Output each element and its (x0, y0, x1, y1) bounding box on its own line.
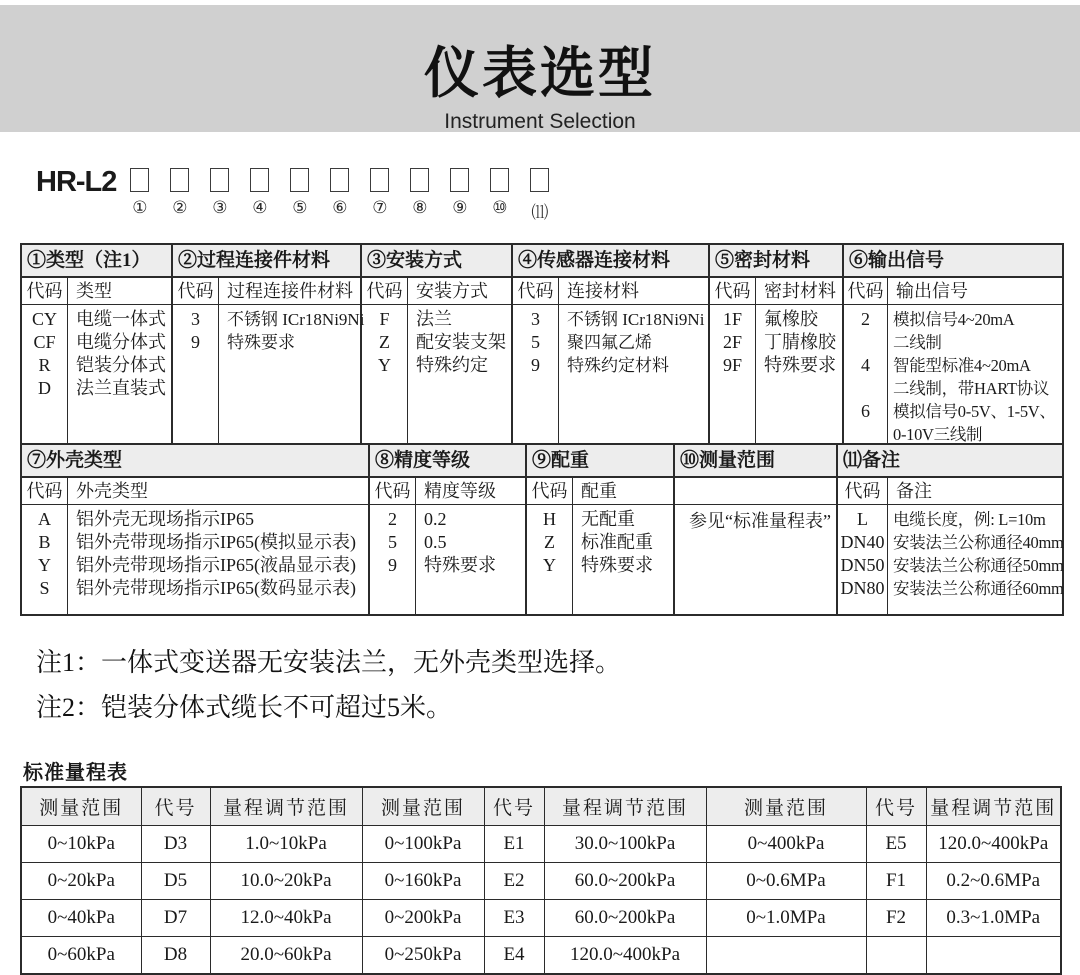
model-checkbox-7 (370, 168, 389, 192)
selection-table-upper-row (22, 245, 1062, 443)
column-header-code: 代码 (710, 278, 755, 305)
column-header-desc: 输出信号 (888, 278, 1062, 305)
range-col-header: 代号 (141, 787, 210, 826)
range-table-title: 标准量程表 (23, 762, 128, 784)
column-header-desc: 配重 (573, 478, 673, 505)
range-cell: 0~160kPa (362, 863, 484, 900)
code-cell: A (38, 509, 51, 529)
model-checkbox-4 (250, 168, 269, 192)
model-checkbox-3 (210, 168, 229, 192)
code-cell: 2 (388, 509, 397, 529)
code-cell: Y (378, 355, 391, 375)
code-cell: H (543, 509, 556, 529)
instrument-selection-table (20, 243, 1064, 616)
section-title: ⑦外壳类型 (22, 445, 368, 478)
column-header-desc: 备注 (888, 478, 1062, 505)
column-header-desc: 过程连接件材料 (219, 278, 360, 305)
position-number: ⑦ (372, 198, 388, 218)
position-number: ① (132, 198, 148, 218)
range-cell: D7 (141, 900, 210, 937)
range-col-header: 测量范围 (362, 787, 484, 826)
desc-cell: 特殊约定 (416, 355, 488, 375)
section-measuring-range (675, 445, 838, 614)
section-remarks (838, 445, 1062, 614)
model-checkbox-6 (330, 168, 349, 192)
section-mounting-method (362, 245, 513, 443)
desc-cell: 电缆长度，例: L=10m (893, 510, 1046, 529)
range-cell: F2 (866, 900, 926, 937)
section-type (22, 245, 173, 443)
page-title: 仪表选型 (423, 42, 656, 104)
position-number: ⑾ (531, 203, 549, 223)
model-slot (170, 168, 189, 223)
range-table-row (21, 826, 1061, 863)
column-header-code: 代码 (844, 278, 887, 305)
model-slot (490, 168, 509, 223)
desc-cell: 铝外壳带现场指示IP65(模拟显示表) (76, 532, 356, 552)
section-title: ①类型（注1） (22, 245, 171, 278)
section-title: ④传感器连接材料 (513, 245, 708, 278)
range-col-header: 测量范围 (21, 787, 141, 826)
position-number: ⑨ (452, 198, 468, 218)
code-cell: 4 (861, 355, 870, 375)
desc-cell: 0.2 (424, 509, 447, 529)
desc-cell: 0.5 (424, 532, 447, 552)
code-cell: 9 (191, 332, 200, 352)
range-cell: 0.3~1.0MPa (926, 900, 1061, 937)
code-cell (844, 423, 887, 446)
model-checkbox-8 (410, 168, 429, 192)
range-cell: 0~60kPa (21, 937, 141, 975)
section-output-signal (844, 245, 1062, 443)
position-number: ⑧ (412, 198, 428, 218)
range-cell: D8 (141, 937, 210, 975)
desc-cell: 模拟信号0-5V、1-5V、 (893, 402, 1056, 421)
section-title: ⑨配重 (527, 445, 673, 478)
range-cell: 1.0~10kPa (210, 826, 362, 863)
range-cell: 20.0~60kPa (210, 937, 362, 975)
range-col-header: 测量范围 (706, 787, 866, 826)
desc-cell: 不锈钢 ICr18Ni9Ni (567, 310, 705, 329)
model-checkbox-11 (530, 168, 549, 192)
range-table-row (21, 863, 1061, 900)
range-cell: D5 (141, 863, 210, 900)
desc-cell: 安装法兰公称通径40mm (893, 533, 1064, 552)
column-header-desc: 密封材料 (756, 278, 842, 305)
range-col-header: 量程调节范围 (210, 787, 362, 826)
code-cell: 5 (531, 332, 540, 352)
range-cell: 0~20kPa (21, 863, 141, 900)
range-cell: 0~1.0MPa (706, 900, 866, 937)
range-cell (706, 937, 866, 975)
section-sensor-connection-material (513, 245, 710, 443)
range-cell: 120.0~400kPa (926, 826, 1061, 863)
code-cell: L (857, 509, 868, 529)
desc-cell: 标准配重 (581, 532, 653, 552)
code-cell: 1F (722, 309, 742, 329)
model-slot (210, 168, 229, 223)
code-cell: DN50 (840, 555, 885, 575)
section-title: ⑩测量范围 (675, 445, 836, 478)
column-header-desc: 精度等级 (416, 478, 525, 505)
range-cell: 0~400kPa (706, 826, 866, 863)
range-cell: 0~0.6MPa (706, 863, 866, 900)
model-checkbox-2 (170, 168, 189, 192)
footnotes (36, 640, 621, 730)
model-slot (330, 168, 349, 223)
range-cell (926, 937, 1061, 975)
code-cell: DN80 (840, 578, 885, 598)
position-number: ④ (252, 198, 268, 218)
range-cell: 60.0~200kPa (544, 900, 706, 937)
column-header-code: 代码 (22, 278, 67, 305)
column-header-code: 代码 (362, 278, 407, 305)
model-slot (450, 168, 469, 223)
code-cell: 3 (191, 309, 200, 329)
desc-cell: 特殊要求 (227, 333, 295, 352)
model-slot (530, 168, 549, 223)
code-cell: R (38, 355, 51, 375)
range-table-row (21, 937, 1061, 975)
range-cell: 0.2~0.6MPa (926, 863, 1061, 900)
code-cell: DN40 (840, 532, 885, 552)
range-cell: 0~250kPa (362, 937, 484, 975)
code-cell (844, 377, 887, 400)
range-col-header: 量程调节范围 (926, 787, 1061, 826)
desc-cell: 二线制 (893, 333, 942, 352)
position-number: ⑩ (492, 198, 508, 218)
code-cell: 9F (722, 355, 742, 375)
range-cell: 30.0~100kPa (544, 826, 706, 863)
desc-cell: 法兰 (416, 309, 452, 329)
range-cell: E5 (866, 826, 926, 863)
column-header-code: 代码 (838, 478, 887, 505)
desc-cell: 铝外壳带现场指示IP65(数码显示表) (76, 578, 356, 598)
section-title: ⑧精度等级 (370, 445, 525, 478)
code-cell: Y (543, 555, 556, 575)
code-cell: CF (33, 332, 56, 352)
column-header-desc: 安装方式 (408, 278, 511, 305)
section-accuracy-class (370, 445, 527, 614)
code-cell (844, 331, 887, 354)
code-cell: 3 (531, 309, 540, 329)
code-cell: 9 (531, 355, 540, 375)
range-cell: 0~40kPa (21, 900, 141, 937)
column-header-code: 代码 (173, 278, 218, 305)
desc-cell: 无配重 (581, 509, 635, 529)
column-header-desc: 类型 (68, 278, 171, 305)
range-cell: 0~100kPa (362, 826, 484, 863)
model-checkbox-5 (290, 168, 309, 192)
model-slot (250, 168, 269, 223)
column-header-desc: 外壳类型 (68, 478, 368, 505)
desc-cell: 特殊要求 (581, 555, 653, 575)
desc-cell: 智能型标准4~20mA (893, 356, 1031, 375)
desc-cell: 安装法兰公称通径50mm (893, 556, 1064, 575)
desc-cell: 配安装支架 (416, 332, 506, 352)
desc-cell: 铝外壳无现场指示IP65 (76, 509, 255, 529)
position-number: ⑥ (332, 198, 348, 218)
section-title: ⑥输出信号 (844, 245, 1062, 278)
code-cell: B (38, 532, 51, 552)
model-slot (130, 168, 149, 223)
position-number: ⑤ (292, 198, 308, 218)
empty-subheader (675, 478, 836, 505)
desc-cell: 氟橡胶 (764, 309, 818, 329)
desc-cell: 模拟信号4~20mA (893, 310, 1015, 329)
code-cell: 2 (861, 309, 870, 329)
section-counterweight (527, 445, 675, 614)
range-cell: E4 (484, 937, 544, 975)
desc-cell: 聚四氟乙烯 (567, 333, 652, 352)
desc-cell: 电缆分体式 (76, 332, 166, 352)
model-checkbox-1 (130, 168, 149, 192)
column-header-code: 代码 (513, 278, 558, 305)
page-header-band (0, 5, 1080, 132)
section-title: ③安装方式 (362, 245, 511, 278)
desc-cell: 特殊要求 (764, 355, 836, 375)
range-cell: D3 (141, 826, 210, 863)
range-col-header: 代号 (484, 787, 544, 826)
code-cell: Z (544, 532, 555, 552)
measuring-range-note: 参见“标准量程表” (689, 511, 831, 531)
range-cell: E3 (484, 900, 544, 937)
section-housing-type (22, 445, 370, 614)
column-header-code: 代码 (22, 478, 67, 505)
range-cell: F1 (866, 863, 926, 900)
desc-cell: 不锈钢 ICr18Ni9Ni (227, 310, 365, 329)
desc-cell: 0-10V三线制 (893, 425, 983, 444)
code-cell: Z (379, 332, 390, 352)
code-cell: 2F (722, 332, 742, 352)
code-cell: S (39, 578, 50, 598)
desc-cell: 特殊约定材料 (567, 356, 669, 375)
model-checkbox-10 (490, 168, 509, 192)
section-process-connection-material (173, 245, 365, 443)
desc-cell: 特殊要求 (424, 555, 496, 575)
code-cell: 9 (388, 555, 397, 575)
range-col-header: 量程调节范围 (544, 787, 706, 826)
column-header-desc: 连接材料 (559, 278, 708, 305)
range-col-header: 代号 (866, 787, 926, 826)
desc-cell: 铝外壳带现场指示IP65(液晶显示表) (76, 555, 356, 575)
range-cell: 12.0~40kPa (210, 900, 362, 937)
range-cell: 0~10kPa (21, 826, 141, 863)
section-title: ②过程连接件材料 (173, 245, 360, 278)
position-number: ② (172, 198, 188, 218)
range-table-row (21, 900, 1061, 937)
section-title: ⑤密封材料 (710, 245, 842, 278)
column-header-code: 代码 (370, 478, 415, 505)
range-cell: E1 (484, 826, 544, 863)
range-cell (866, 937, 926, 975)
range-cell: E2 (484, 863, 544, 900)
section-title: ⑾备注 (838, 445, 1062, 478)
code-cell: 5 (388, 532, 397, 552)
model-slot (290, 168, 309, 223)
model-slot (410, 168, 429, 223)
desc-cell: 电缆一体式 (76, 309, 166, 329)
standard-range-table (20, 786, 1062, 975)
code-cell: Y (38, 555, 51, 575)
section-seal-material (710, 245, 844, 443)
position-number: ③ (212, 198, 228, 218)
model-prefix: HR-L2 (36, 166, 117, 198)
selection-table-lower-row (22, 443, 1062, 614)
range-cell: 10.0~20kPa (210, 863, 362, 900)
desc-cell: 丁腈橡胶 (764, 332, 836, 352)
desc-cell: 安装法兰公称通径60mm (893, 579, 1064, 598)
page-subtitle: Instrument Selection (444, 110, 636, 133)
range-cell: 0~200kPa (362, 900, 484, 937)
range-cell: 120.0~400kPa (544, 937, 706, 975)
desc-cell: 铠装分体式 (76, 355, 166, 375)
code-cell: D (38, 378, 51, 398)
model-slots (130, 168, 549, 223)
code-cell: 6 (861, 401, 870, 421)
footnote-2: 注2：铠装分体式缆长不可超过5米。 (36, 693, 453, 722)
model-slot (370, 168, 389, 223)
code-cell: CY (31, 309, 57, 329)
footnote-1: 注1：一体式变送器无安装法兰，无外壳类型选择。 (36, 648, 622, 677)
column-header-code: 代码 (527, 478, 572, 505)
desc-cell: 二线制，带HART协议 (893, 379, 1050, 398)
model-code-row (36, 167, 549, 223)
range-table-header-row (21, 787, 1061, 826)
desc-cell: 法兰直装式 (76, 378, 166, 398)
code-cell: F (379, 309, 390, 329)
model-checkbox-9 (450, 168, 469, 192)
range-cell: 60.0~200kPa (544, 863, 706, 900)
